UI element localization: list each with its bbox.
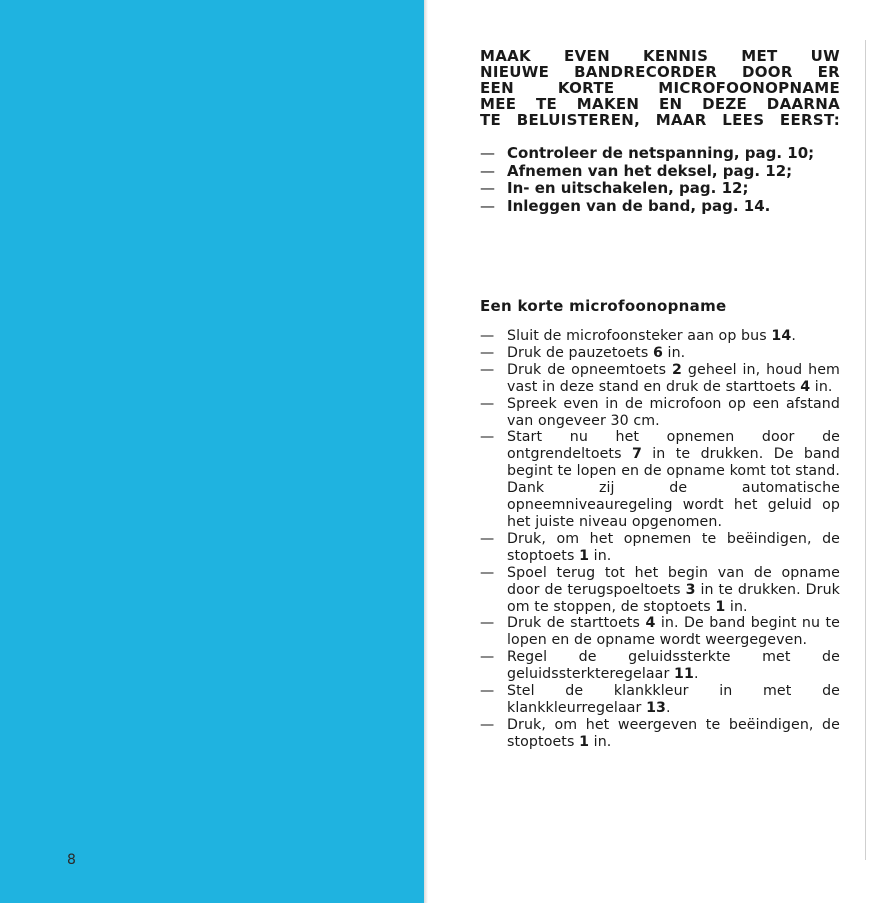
step-text: Spreek even in de microfoon op een afstand van ongeveer 30 cm.	[507, 395, 840, 429]
heading-line: EEN KORTE MICROFOONOPNAME	[480, 79, 840, 97]
step-text: .	[693, 666, 699, 683]
step-item	[480, 362, 840, 396]
step-text: Druk, om het opnemen te beëindigen, de stoptoets	[507, 530, 840, 564]
left-page	[0, 0, 424, 903]
step-reference-number: 2	[672, 361, 682, 378]
step-reference-number: 4	[800, 378, 811, 395]
step-text: in.	[662, 344, 686, 361]
steps-list	[480, 328, 840, 751]
right-page	[480, 48, 840, 751]
step-reference-number: 13	[646, 699, 667, 716]
step-text: in.	[589, 733, 612, 750]
step-item	[480, 429, 840, 530]
step-text: in.	[810, 378, 833, 395]
step-reference-number: 1	[715, 598, 726, 615]
heading-line: MAAK EVEN KENNIS MET UW	[480, 47, 840, 65]
checklist-item: — Controleer de netspanning, pag. 10;	[480, 145, 840, 163]
step-text: Spoel terug tot het begin van de opname door de terugspoeltoets	[507, 564, 840, 598]
step-text: Stel de klankkleur in met de klankkleurregelaar	[507, 683, 840, 716]
checklist-item: — In- en uitschakelen, pag. 12;	[480, 180, 840, 198]
prerequisite-checklist	[480, 145, 840, 215]
step-text: Regel de geluidssterkte met de geluidssterkteregelaar	[507, 649, 840, 683]
step-item	[480, 615, 840, 649]
step-text: geheel in, houd hem vast in deze stand en druk de starttoets	[507, 361, 840, 395]
step-text: .	[791, 328, 796, 344]
step-item	[480, 328, 840, 345]
step-reference-number: 4	[645, 615, 656, 632]
step-text: Druk de opneemtoets	[507, 361, 672, 378]
heading-line: MEE TE MAKEN EN DEZE DAARNA	[480, 95, 840, 113]
section-title: Een korte microfoonopname	[480, 297, 727, 315]
step-text: Sluit de microfoonsteker aan op bus	[507, 328, 772, 344]
intro-heading	[480, 48, 840, 128]
step-text: .	[666, 699, 671, 716]
step-text: Druk de pauzetoets	[507, 344, 653, 361]
step-reference-number: 14	[771, 328, 792, 344]
step-reference-number: 6	[652, 344, 663, 361]
step-reference-number: 7	[631, 446, 642, 463]
step-item	[480, 683, 840, 717]
step-reference-number: 1	[579, 733, 590, 750]
heading-line: NIEUWE BANDRECORDER DOOR ER	[480, 63, 840, 81]
checklist-item: — Inleggen van de band, pag. 14.	[480, 198, 840, 216]
step-item	[480, 396, 840, 430]
step-reference-number: 1	[579, 547, 590, 564]
step-text: in. De band begint nu te lopen en de opname wordt weergegeven.	[507, 615, 840, 649]
step-text: in.	[725, 598, 748, 615]
step-item	[480, 345, 840, 362]
step-item	[480, 565, 840, 616]
step-reference-number: 11	[674, 666, 694, 683]
step-reference-number: 3	[685, 581, 696, 598]
page-gutter	[424, 0, 428, 903]
step-item	[480, 649, 840, 683]
heading-line: TE BELUISTEREN, MAAR LEES EERST:	[480, 111, 840, 129]
step-item	[480, 531, 840, 565]
step-text: Druk, om het weergeven te beëindigen, de stoptoets	[507, 716, 840, 750]
page-number: 8	[67, 852, 76, 868]
checklist-item: — Afnemen van het deksel, pag. 12;	[480, 163, 840, 181]
step-text: Start nu het opnemen door de ontgrendeltoets	[507, 429, 840, 463]
step-item	[480, 717, 840, 751]
page-edge	[865, 40, 866, 860]
step-text: in te drukken. Druk om te stoppen, de stoptoets	[507, 581, 840, 615]
step-text: in.	[589, 547, 612, 564]
step-text: Druk de starttoets	[507, 615, 646, 632]
step-text: in te drukken. De band begint te lopen en de opname komt tot stand. Dank zij de automatische opneemniveauregeling wordt het geluid op het juiste niveau opgenomen.	[507, 446, 840, 530]
